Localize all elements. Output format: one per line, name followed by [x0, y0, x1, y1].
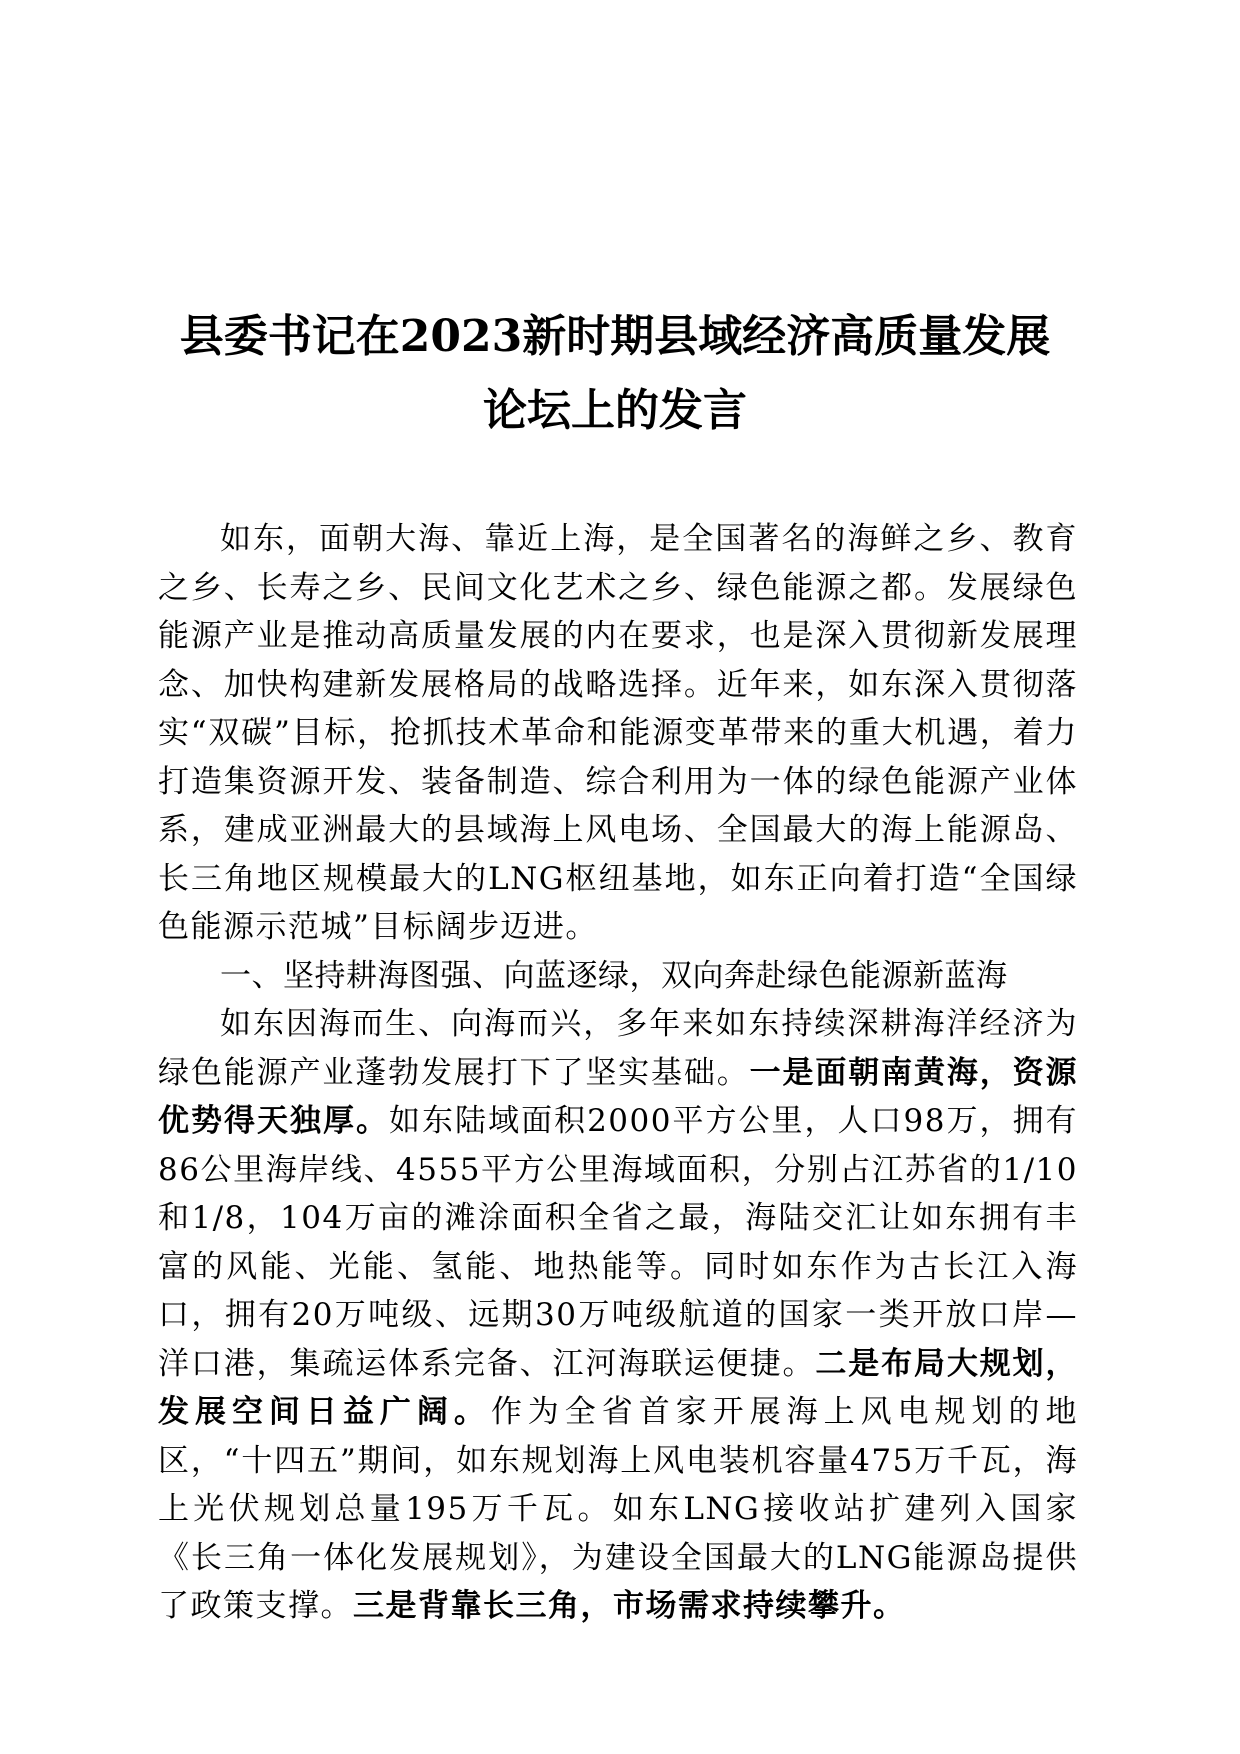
- point-1-text: 如东陆域面积2000平方公里，人口98万，拥有86公里海岸线、4555平方公里海域面积，分别占江苏省的1/10和1/8，104万亩的滩涂面积全省之最，海陆交汇让如东拥有丰富的风能、光能、氢能、地热能等。同时如东作为古长江入海口，拥有20万吨级、远期30万吨级航道的国家一类开放口岸—洋口港，集疏运体系完备、江河海联运便捷。: [158, 1103, 1078, 1382]
- point-1-heading: 一是面朝南黄海，资源优势得天独厚。: [158, 1054, 1079, 1139]
- section-1-paragraph: [158, 1000, 1078, 1631]
- section-heading-1: 一、坚持耕海图强、向蓝逐绿，双向奔赴绿色能源新蓝海: [220, 957, 1008, 994]
- point-3-heading: 三是背靠长三角，市场需求持续攀升。: [353, 1588, 906, 1624]
- document-body: [158, 515, 1078, 1631]
- section-1-intro-text: 如东因海而生、向海而兴，多年来如东持续深耕海洋经济为绿色能源产业蓬勃发展打下了坚实基础。: [158, 1006, 1078, 1091]
- title-line-1: 县委书记在2023新时期县域经济高质量发展: [179, 311, 1051, 362]
- document-title: [150, 300, 1080, 448]
- intro-paragraph: 如东，面朝大海、靠近上海，是全国著名的海鲜之乡、教育之乡、长寿之乡、民间文化艺术之乡、绿色能源之都。发展绿色能源产业是推动高质量发展的内在要求，也是深入贯彻新发展理念、加快构建新发展格局的战略选择。近年来，如东深入贯彻落实“双碳”目标，抢抓技术革命和能源变革带来的重大机遇，着力打造集资源开发、装备制造、综合利用为一体的绿色能源产业体系，建成亚洲最大的县域海上风电场、全国最大的海上能源岛、长三角地区规模最大的LNG枢纽基地，如东正向着打造“全国绿色能源示范城”目标阔步迈进。: [158, 521, 1078, 945]
- title-line-2: 论坛上的发言: [483, 385, 747, 436]
- point-2-text: 作为全省首家开展海上风电规划的地区，“十四五”期间，如东规划海上风电装机容量475万千瓦，海上光伏规划总量195万千瓦。如东LNG接收站扩建列入国家《长三角一体化发展规划》，为建设全国最大的LNG能源岛提供了政策支撑。: [158, 1394, 1078, 1624]
- point-2-heading: 二是布局大规划，发展空间日益广阔。: [158, 1345, 1078, 1430]
